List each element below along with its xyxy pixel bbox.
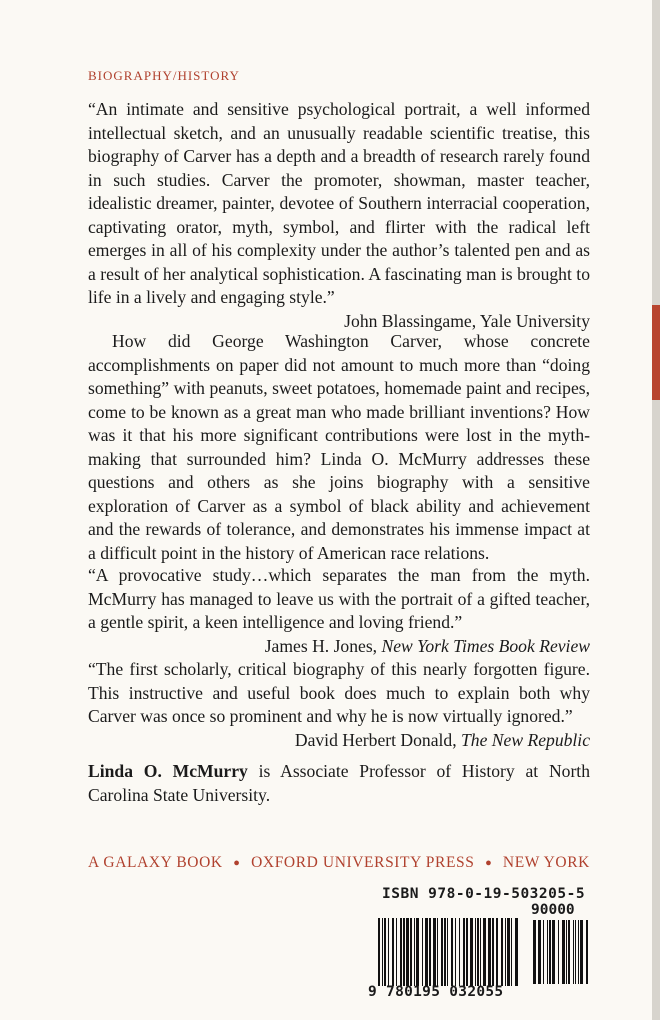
category-label: BIOGRAPHY/HISTORY xyxy=(88,68,240,83)
quote-attribution xyxy=(88,729,590,753)
bullet-icon: ● xyxy=(233,857,241,869)
quote-attribution: John Blassingame, Yale University xyxy=(344,310,590,331)
price-code: 90000 xyxy=(531,902,575,918)
attribution-source: The New Republic xyxy=(461,729,590,750)
addon-barcode-bars-icon xyxy=(533,920,589,984)
quote-text: “The first scholarly, critical biography of this nearly forgotten figure. This instructive and useful book does much to explain both why Carver was once so prominent and why he is now virtually ignored.” xyxy=(88,659,590,726)
spine-strip xyxy=(652,0,660,1020)
quote-attribution xyxy=(88,635,590,659)
author-bio xyxy=(88,760,590,807)
quote-jones xyxy=(88,564,590,658)
quote-text: “A provocative study…which separates the man from the myth. McMurry has managed to leave us with the portrait of a gifted teacher, a gentle spirit, a keen intelligence and loving friend.” xyxy=(88,565,590,632)
publisher-footer xyxy=(88,854,590,872)
quote-blassingame xyxy=(88,98,590,333)
isbn-text: ISBN 978-0-19-503205-5 xyxy=(382,886,586,902)
attribution-author: David Herbert Donald, xyxy=(294,729,461,750)
attribution-source: New York Times Book Review xyxy=(381,635,590,656)
quote-text: “An intimate and sensitive psychological portrait, a well informed intellectual sketch, and an unusually readable scientific treatise, this biography of Carver has a depth and a breadth of research rarely found in such studies. Carver the promoter, showman, master teacher, idealistic dreamer, painter, devotee of Southern interracial cooperation, captivating orator, myth, symbol, and flirter with the radical left emerges in all of his complexity under the author’s talented pen and as a result of her analytical sophistication. A fascinating man is brought to life in a lively and engaging style.” xyxy=(88,99,590,307)
bullet-icon: ● xyxy=(485,857,493,869)
author-name: Linda O. McMurry xyxy=(88,761,248,781)
barcode-bars-icon xyxy=(378,918,520,986)
spine-red-band xyxy=(652,305,660,400)
ean-digits: 9 780195 032055 xyxy=(368,984,504,1000)
footer-city: NEW YORK xyxy=(502,854,590,871)
description-text: How did George Washington Carver, whose concrete accomplishments on paper did not amount to much more than “doing something” with peanuts, sweet potatoes, homemade paint and recipes, come to be known as a great man who made brilliant inventions? How was it that his more significant contributions were lost in the myth-making that surrounded him? Linda O. McMurry addresses these questions and others as she joins biography with a sensitive exploration of Carver as a symbol of black ability and achievement and the rewards of tolerance, and demonstrates his immense impact at a difficult point in the history of American race relations. xyxy=(88,331,590,563)
footer-publisher: OXFORD UNIVERSITY PRESS xyxy=(251,854,475,871)
attribution-author: James H. Jones, xyxy=(264,635,382,656)
bio-description: is Associate Professor of History at North Carolina State University. xyxy=(88,761,590,805)
quote-donald xyxy=(88,658,590,752)
book-description xyxy=(88,330,590,565)
footer-imprint: A GALAXY BOOK xyxy=(88,854,223,871)
bio-text xyxy=(88,760,590,807)
